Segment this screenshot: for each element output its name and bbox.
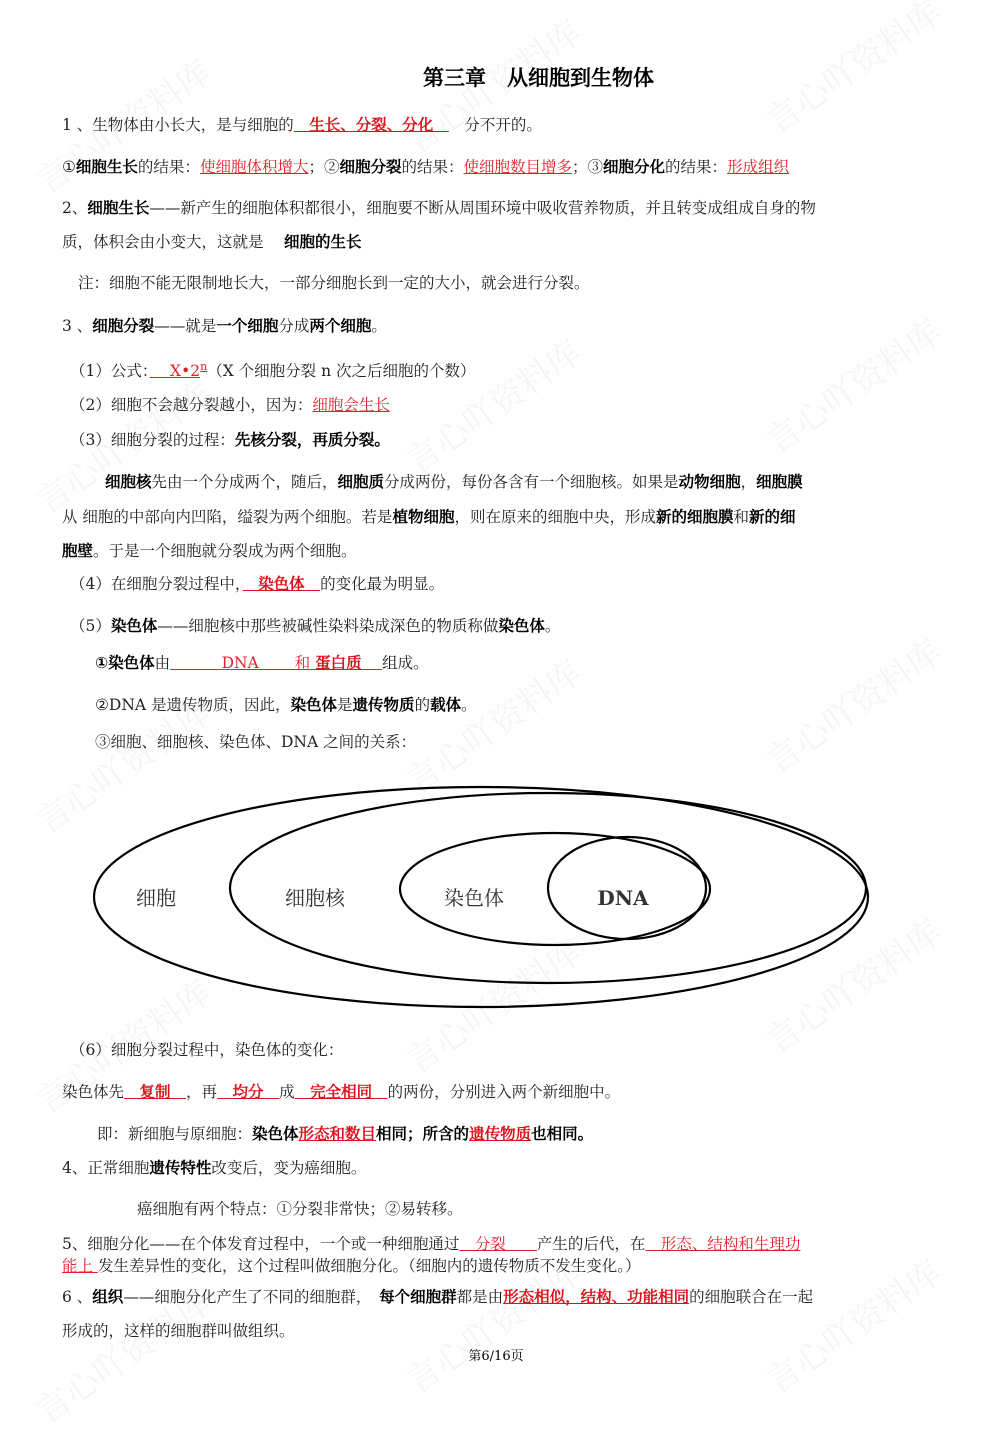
bold-term: 细胞膜 bbox=[756, 473, 803, 491]
bold-term: 细胞质 bbox=[337, 473, 385, 491]
answer-blank: 形成组织 bbox=[727, 158, 790, 176]
bold-term: 细胞生长 bbox=[87, 199, 150, 217]
text-run: 的 bbox=[414, 696, 431, 714]
text-run: 成 bbox=[279, 1083, 295, 1101]
answer-blank: 使细胞数目增多 bbox=[463, 158, 573, 176]
answer-blank: 均分 bbox=[217, 1083, 280, 1101]
text-run: ，则在原来的细胞中央，形成 bbox=[454, 508, 656, 526]
bold-term: 细胞分裂 bbox=[92, 317, 155, 335]
bold-term: 两个细胞 bbox=[309, 317, 372, 335]
bold-term: 相同；所含的 bbox=[376, 1125, 470, 1143]
label-chromosome: 染色体 bbox=[444, 886, 504, 910]
answer-blank: 形态和数目 bbox=[298, 1125, 377, 1143]
label-nucleus: 细胞核 bbox=[285, 886, 345, 910]
text-run: ， bbox=[740, 473, 757, 491]
bold-term: 先核分裂，再质分裂。 bbox=[234, 431, 390, 449]
text-run: 4、正常细胞 bbox=[62, 1159, 150, 1177]
text-run: 。 bbox=[544, 617, 561, 635]
text-run: 5、细胞分化——在个体发育过程中，一个或一种细胞通过 bbox=[62, 1235, 460, 1253]
bold-term: 细胞生长 bbox=[75, 158, 138, 176]
answer-blank: DNA 和 bbox=[170, 654, 316, 672]
text-run: 的结果： bbox=[401, 158, 464, 176]
bold-term: 染色体 bbox=[110, 617, 158, 635]
text-run: 6 、 bbox=[62, 1288, 93, 1306]
text-run: ②DNA 是遗传物质，因此， bbox=[95, 696, 291, 714]
bold-term: 染色体 bbox=[290, 696, 338, 714]
text-run: ③细胞、细胞核、染色体、DNA 之间的关系： bbox=[95, 733, 417, 751]
text-run: 由 bbox=[154, 654, 171, 672]
text-run: 的细胞联合在一起 bbox=[689, 1288, 814, 1306]
bold-term: 新的细 bbox=[749, 508, 796, 526]
label-dna: DNA bbox=[597, 886, 649, 910]
answer-blank: 形态、结构和生理功 bbox=[645, 1235, 801, 1253]
text-run: 发生差异性的变化，这个过程叫做细胞分化。（细胞内的遗传物质不发生变化。） bbox=[97, 1257, 641, 1275]
text-run: 分成 bbox=[278, 317, 310, 335]
text-run: 产生的后代，在 bbox=[536, 1235, 646, 1253]
text-run: ；③ bbox=[572, 158, 604, 176]
bold-term: 动物细胞 bbox=[678, 473, 741, 491]
text-run: 。 bbox=[461, 696, 477, 714]
bold-term: 染色体 bbox=[498, 617, 545, 635]
text-run: 和 bbox=[733, 508, 749, 526]
bold-term: 新的细胞膜 bbox=[655, 508, 734, 526]
bold-term: 细胞分裂 bbox=[339, 158, 402, 176]
text-run: 的变化最为明显。 bbox=[320, 575, 445, 593]
bold-term: 遗传物质 bbox=[352, 696, 415, 714]
answer-blank: 使细胞体积增大 bbox=[199, 158, 309, 176]
text-run: 。于是一个细胞就分裂成为两个细胞。 bbox=[93, 542, 357, 560]
text-run: 质，体积会由小变大，这就是 bbox=[62, 233, 284, 251]
answer-blank: 细胞会生长 bbox=[312, 396, 390, 414]
text-run: 即：新细胞与原细胞： bbox=[97, 1125, 253, 1143]
text-run: ，再 bbox=[186, 1083, 218, 1101]
text-run: 2、 bbox=[62, 199, 88, 217]
bold-term: 植物细胞 bbox=[392, 508, 455, 526]
answer-blank: 分裂 bbox=[459, 1235, 537, 1253]
bold-term: 染色体 bbox=[252, 1125, 299, 1143]
label-cell: 细胞 bbox=[136, 886, 176, 910]
text-run: ① bbox=[62, 158, 76, 176]
text-run: （5） bbox=[70, 617, 111, 635]
answer-blank: 遗传物质 bbox=[469, 1125, 532, 1143]
text-run: 组成。 bbox=[382, 654, 429, 672]
text-run: 染色体先 bbox=[62, 1083, 125, 1101]
page-title: 第三章 从细胞到生物体 bbox=[423, 66, 654, 90]
answer-blank: 染色体 bbox=[242, 575, 321, 593]
text-run: 的两份，分别进入两个新细胞中。 bbox=[387, 1083, 621, 1101]
text-run: ；② bbox=[308, 158, 340, 176]
text-run: （X 个细胞分裂 n 次之后细胞的个数） bbox=[207, 362, 476, 381]
text-run: 是 bbox=[337, 696, 353, 714]
bold-term: 载体 bbox=[430, 696, 462, 714]
text-run: 改变后，变为癌细胞。 bbox=[211, 1159, 367, 1177]
bold-term: 一个细胞 bbox=[216, 317, 279, 335]
text-run: ——就是 bbox=[154, 317, 217, 335]
text-run: 癌细胞有两个特点：①分裂非常快；②易转移。 bbox=[137, 1200, 463, 1218]
text-run: 的结果： bbox=[665, 158, 728, 176]
text-run: （3）细胞分裂的过程： bbox=[70, 431, 235, 449]
text-run: 1 、生物体由小长大，是与细胞的 bbox=[62, 116, 294, 134]
text-run: 3 、 bbox=[62, 317, 93, 335]
answer-blank: X•2 bbox=[149, 362, 201, 381]
text-run: ——细胞核中那些被碱性染料染成深色的物质称做 bbox=[157, 617, 499, 635]
bold-term: 细胞的生长 bbox=[283, 233, 362, 251]
text-run: 的结果： bbox=[137, 158, 200, 176]
bold-term: 遗传特性 bbox=[149, 1159, 212, 1177]
text-run: （1）公式： bbox=[70, 362, 150, 381]
text-run: （2）细胞不会越分裂越小，因为： bbox=[70, 396, 313, 414]
bold-term: 也相同。 bbox=[531, 1125, 594, 1143]
answer-blank: 完全相同 bbox=[294, 1083, 388, 1101]
text-run: 都是由 bbox=[456, 1288, 504, 1306]
text-run: 先由一个分成两个，随后， bbox=[151, 473, 338, 491]
text-run: 注：细胞不能无限制地长大，一部分细胞长到一定的大小，就会进行分裂。 bbox=[78, 274, 590, 292]
text-run: 。 bbox=[371, 317, 387, 335]
bold-term: 组织 bbox=[92, 1288, 124, 1306]
text-run: 分不开的。 bbox=[448, 116, 542, 134]
bold-term: 每个细胞群 bbox=[379, 1288, 457, 1306]
text-run: 形成的，这样的细胞群叫做组织。 bbox=[62, 1322, 295, 1340]
bold-term: 细胞分化 bbox=[603, 158, 666, 176]
text-run: （4）在细胞分裂过程中， bbox=[70, 575, 243, 593]
answer-blank: n bbox=[200, 360, 208, 373]
text-run: 分成两份，每份各含有一个细胞核。如果是 bbox=[384, 473, 679, 491]
answer-blank: 生长、分裂、分化 bbox=[293, 116, 449, 134]
answer-blank: 蛋白质 bbox=[315, 654, 362, 672]
bold-term: 胞壁 bbox=[62, 542, 94, 560]
answer-blank: 能上 bbox=[62, 1257, 98, 1275]
page-number: 第6/16页 bbox=[468, 1349, 524, 1364]
text-run: 从 细胞的中部向内凹陷，缢裂为两个细胞。若是 bbox=[62, 508, 393, 526]
text-run: （6）细胞分裂过程中，染色体的变化： bbox=[70, 1041, 344, 1059]
bold-term: ①染色体 bbox=[95, 654, 155, 672]
bold-term: 细胞核 bbox=[105, 473, 152, 491]
text-run: ——细胞分化产生了不同的细胞群， bbox=[123, 1288, 380, 1306]
text-run: ——新产生的细胞体积都很小，细胞要不断从周围环境中吸收营养物质，并且转变成组成自身的物 bbox=[149, 199, 816, 217]
answer-blank: 形态相似，结构、功能相同 bbox=[503, 1288, 690, 1306]
answer-blank: 复制 bbox=[124, 1083, 187, 1101]
